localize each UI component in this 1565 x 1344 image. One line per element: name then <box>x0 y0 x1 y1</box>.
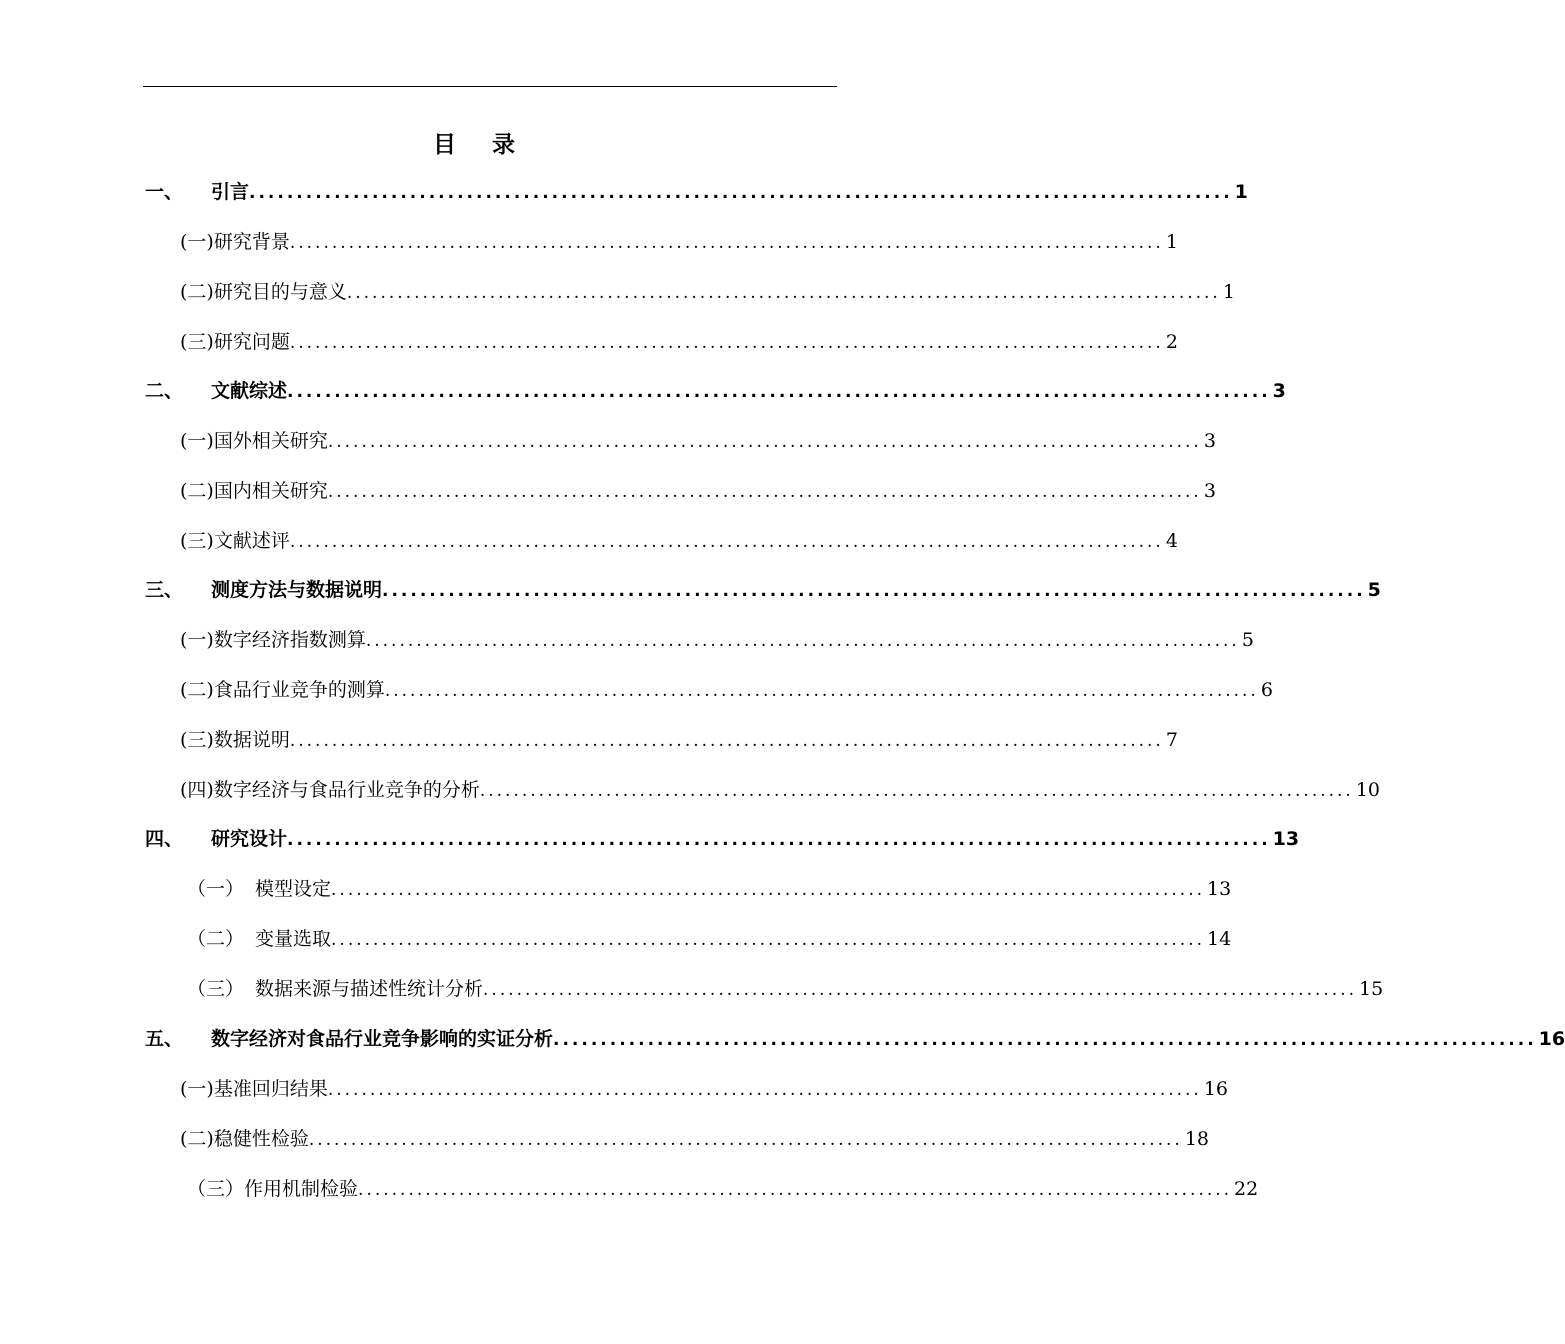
toc-entry-section[interactable] <box>180 1075 1229 1103</box>
toc-entry-chapter-1[interactable] <box>145 178 1248 206</box>
toc-entry-section[interactable] <box>180 626 1254 654</box>
toc-entry-page: 5 <box>1241 629 1254 651</box>
toc-entry-number: （一） <box>187 878 245 900</box>
toc-entry-number: （二） <box>187 928 245 950</box>
toc-entry-label: 数字经济指数测算 <box>213 629 366 651</box>
toc-leader-dots: ........................................................................................................ <box>249 183 1233 203</box>
toc-entry-number: (三) <box>180 530 214 552</box>
toc-leader-dots: ........................................................................................................ <box>308 1130 1183 1150</box>
toc-leader-dots: ........................................................................................................ <box>331 930 1206 950</box>
toc-entry-label: 研究问题 <box>213 331 290 353</box>
toc-entry-chapter-2[interactable] <box>145 377 1286 405</box>
toc-entry-section[interactable] <box>180 676 1273 704</box>
toc-entry-page: 3 <box>1272 380 1286 402</box>
toc-entry-section[interactable] <box>187 875 1232 903</box>
toc-entry-page: 2 <box>1165 331 1178 353</box>
toc-entry-number: 二、 <box>145 380 184 402</box>
toc-leader-dots: ........................................................................................................ <box>289 731 1164 751</box>
toc-entry-number: (一) <box>180 1078 214 1100</box>
toc-leader-dots: ........................................................................................................ <box>287 830 1271 850</box>
toc-title-part2: 录 <box>492 132 517 158</box>
toc-entry-label: 变量选取 <box>255 928 332 950</box>
toc-entry-section[interactable] <box>180 278 1235 306</box>
toc-entry-label: 数据来源与描述性统计分析 <box>255 978 484 1000</box>
toc-entry-number: （三） <box>187 1178 245 1200</box>
toc-entry-label: 作用机制检验 <box>244 1178 359 1200</box>
toc-entry-label: 数字经济对食品行业竞争影响的实证分析 <box>211 1028 554 1050</box>
toc-entry-page: 16 <box>1538 1028 1565 1050</box>
toc-leader-dots: ........................................................................................................ <box>384 681 1259 701</box>
toc-leader-dots: ........................................................................................................ <box>327 432 1202 452</box>
toc-entry-section[interactable] <box>180 427 1216 455</box>
toc-entry-number: (二) <box>180 1128 214 1150</box>
toc-entry-page: 6 <box>1260 679 1273 701</box>
toc-entry-number: 四、 <box>145 828 184 850</box>
toc-entry-page: 22 <box>1234 1178 1259 1200</box>
toc-entry-page: 1 <box>1234 181 1248 203</box>
toc-entry-label: 研究目的与意义 <box>213 281 347 303</box>
toc-entry-number: (二) <box>180 480 214 502</box>
toc-leader-dots: ........................................................................................................ <box>479 781 1354 801</box>
toc-entry-label: 研究背景 <box>213 231 290 253</box>
toc-entry-section[interactable] <box>180 228 1178 256</box>
toc-entry-page: 7 <box>1165 729 1178 751</box>
toc-leader-dots: ........................................................................................................ <box>365 631 1240 651</box>
toc-entry-label: 数据说明 <box>213 729 290 751</box>
toc-entry-section[interactable] <box>187 1175 1259 1203</box>
toc-entry-number: (三) <box>180 331 214 353</box>
toc-leader-dots: ........................................................................................................ <box>382 581 1366 601</box>
toc-entry-number: (二) <box>180 679 214 701</box>
toc-entry-label: 食品行业竞争的测算 <box>213 679 385 701</box>
toc-entry-page: 18 <box>1184 1128 1210 1150</box>
toc-title-part1: 目 <box>433 132 458 158</box>
toc-leader-dots: ........................................................................................................ <box>289 333 1164 353</box>
toc-entry-label: 数字经济与食品行业竞争的分析 <box>213 779 480 801</box>
toc-leader-dots: ........................................................................................................ <box>327 1080 1202 1100</box>
toc-entry-page: 13 <box>1272 828 1300 850</box>
toc-entry-number: 三、 <box>145 579 184 601</box>
toc-entry-label: 稳健性检验 <box>213 1128 309 1150</box>
toc-entry-number: (三) <box>180 729 214 751</box>
toc-entry-page: 15 <box>1359 978 1384 1000</box>
toc-leader-dots: ........................................................................................................ <box>483 980 1358 1000</box>
toc-leader-dots: ........................................................................................................ <box>358 1180 1233 1200</box>
toc-entry-chapter-4[interactable] <box>145 825 1300 853</box>
toc-entry-page: 14 <box>1207 928 1232 950</box>
toc-entry-section[interactable] <box>187 975 1384 1003</box>
toc-entry-page: 13 <box>1207 878 1232 900</box>
toc-entry-number: (一) <box>180 231 214 253</box>
toc-entry-page: 5 <box>1367 579 1381 601</box>
toc-entry-page: 16 <box>1203 1078 1229 1100</box>
toc-entry-page: 3 <box>1203 430 1216 452</box>
toc-entry-section[interactable] <box>180 726 1178 754</box>
toc-leader-dots: ........................................................................................................ <box>289 233 1164 253</box>
toc-entry-page: 10 <box>1355 779 1381 801</box>
toc-entry-number: (四) <box>180 779 214 801</box>
toc-leader-dots: ........................................................................................................ <box>327 482 1202 502</box>
toc-entry-section[interactable] <box>180 328 1178 356</box>
toc-entry-page: 1 <box>1165 231 1178 253</box>
toc-entry-label: 基准回归结果 <box>213 1078 328 1100</box>
toc-entry-number: (一) <box>180 629 214 651</box>
toc-entry-label: 模型设定 <box>255 878 332 900</box>
toc-entry-section[interactable] <box>180 477 1216 505</box>
toc-entry-label: 研究设计 <box>211 828 288 850</box>
toc-entry-label: 国外相关研究 <box>213 430 328 452</box>
toc-entry-number: （三） <box>187 978 245 1000</box>
toc-entry-page: 4 <box>1165 530 1178 552</box>
toc-entry-label: 测度方法与数据说明 <box>211 579 383 601</box>
toc-leader-dots: ........................................................................................................ <box>346 283 1221 303</box>
toc-leader-dots: ........................................................................................................ <box>287 382 1271 402</box>
toc-entry-label: 文献述评 <box>213 530 290 552</box>
toc-entry-chapter-5[interactable] <box>145 1025 1565 1053</box>
toc-entry-section[interactable] <box>180 1125 1210 1153</box>
toc-entry-number: 五、 <box>145 1028 184 1050</box>
toc-entry-label: 文献综述 <box>211 380 288 402</box>
toc-leader-dots: ........................................................................................................ <box>331 880 1206 900</box>
toc-entry-page: 1 <box>1222 281 1235 303</box>
toc-entry-section[interactable] <box>187 925 1232 953</box>
toc-entry-number: (一) <box>180 430 214 452</box>
toc-entry-section[interactable] <box>180 527 1178 555</box>
toc-entry-page: 3 <box>1203 480 1216 502</box>
toc-entry-label: 国内相关研究 <box>213 480 328 502</box>
toc-entry-section[interactable] <box>180 776 1381 804</box>
toc-entry-chapter-3[interactable] <box>145 576 1381 604</box>
toc-leader-dots: ........................................................................................................ <box>289 532 1164 552</box>
toc-entry-label: 引言 <box>211 181 250 203</box>
toc-entry-number: 一、 <box>145 181 184 203</box>
toc-leader-dots: ........................................................................................................ <box>553 1030 1537 1050</box>
toc-entry-number: (二) <box>180 281 214 303</box>
